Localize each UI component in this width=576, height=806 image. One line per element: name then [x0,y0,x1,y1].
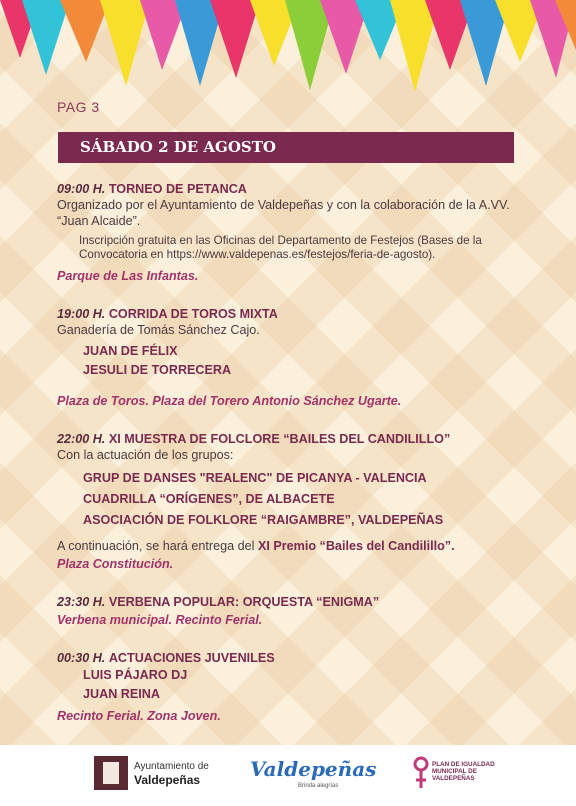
event-time: 19:00 H. [57,307,106,321]
event-place: Plaza Constitución. [57,557,174,571]
group-name: GRUP DE DANSES "REALENC" DE PICANYA - VALENCIA [83,471,427,485]
plan-igualdad-line1: PLAN DE IGUALDAD [432,761,495,768]
event-time: 23:30 H. [57,595,106,609]
event-heading [57,594,527,610]
ayuntamiento-logo-line2: Valdepeñas [134,773,201,787]
event-folclore [57,431,527,572]
ayuntamiento-crest-icon [94,756,128,790]
group-name: CUADRILLA “ORÍGENES”, DE ALBACETE [83,492,335,506]
award-prefix: A continuación, se hará entrega del [57,539,258,553]
award-name: XI Premio “Bailes del Candilillo”. [257,539,455,553]
performer-name: JUAN REINA [83,687,160,701]
bunting-decoration [0,0,576,100]
performer-name: LUIS PÁJARO DJ [83,668,188,682]
event-time: 00:30 H. [57,651,106,665]
group-list [57,468,527,531]
event-place: Parque de Las Infantas. [57,269,199,283]
event-description: Organizado por el Ayuntamiento de Valdepeñas y con la colaboración de la A.VV. “Juan Alcaide”. [57,198,510,228]
event-title: ACTUACIONES JUVENILES [108,651,275,665]
performer-name: JESULI DE TORRECERA [83,363,232,377]
event-heading [57,650,527,666]
event-note: Inscripción gratuita en las Oficinas del Departamento de Festejos (Bases de la Convocatoria en https://www.valdepenas.es/festejos/feria-de-agosto). [79,234,482,261]
event-title: CORRIDA DE TOROS MIXTA [108,307,278,321]
event-description: Ganadería de Tomás Sánchez Cajo. [57,323,260,337]
plan-igualdad-line3: VALDEPEÑAS [432,775,475,782]
page-number: PAG 3 [57,99,100,115]
plan-igualdad-line2: MUNICIPAL DE [432,768,477,775]
event-title: VERBENA POPULAR: ORQUESTA “ENIGMA” [108,595,380,609]
event-heading [57,431,527,447]
ayuntamiento-logo-line1: Ayuntamiento de [134,761,209,772]
performer-name: JUAN DE FÉLIX [83,344,178,358]
date-banner-text: SÁBADO 2 DE AGOSTO [80,138,276,156]
event-heading [57,181,527,197]
performer-list [57,666,527,704]
pennant-flag [22,0,70,75]
pennant-flag [210,0,260,78]
event-heading [57,306,527,322]
event-place: Plaza de Toros. Plaza del Torero Antonio Sánchez Ugarte. [57,394,402,408]
award-line [57,538,527,554]
event-time: 09:00 H. [57,182,106,196]
performer-list [57,342,527,380]
plan-igualdad-logo-text [432,761,495,782]
event-title: XI MUESTRA DE FOLCLORE “BAILES DEL CANDILILLO” [108,432,451,446]
igualdad-symbol-icon [413,755,429,791]
event-place: Verbena municipal. Recinto Ferial. [57,613,263,627]
date-banner [58,132,514,163]
event-corrida [57,306,527,409]
event-time: 22:00 H. [57,432,106,446]
valdepenas-brand-logo: Valdepeñas [250,757,377,781]
event-petanca [57,181,527,284]
valdepenas-brand-slogan: Brinda alegrías [298,783,339,789]
event-juveniles [57,650,527,724]
group-name: ASOCIACIÓN DE FOLKLORE “RAIGAMBRE”, VALDEPEÑAS [83,513,444,527]
event-place: Recinto Ferial. Zona Joven. [57,709,221,723]
event-description: Con la actuación de los grupos: [57,448,234,462]
event-verbena [57,594,527,628]
event-title: TORNEO DE PETANCA [108,182,247,196]
pennant-flag [60,0,110,62]
program-content [57,181,527,724]
pennant-flag [100,0,150,86]
